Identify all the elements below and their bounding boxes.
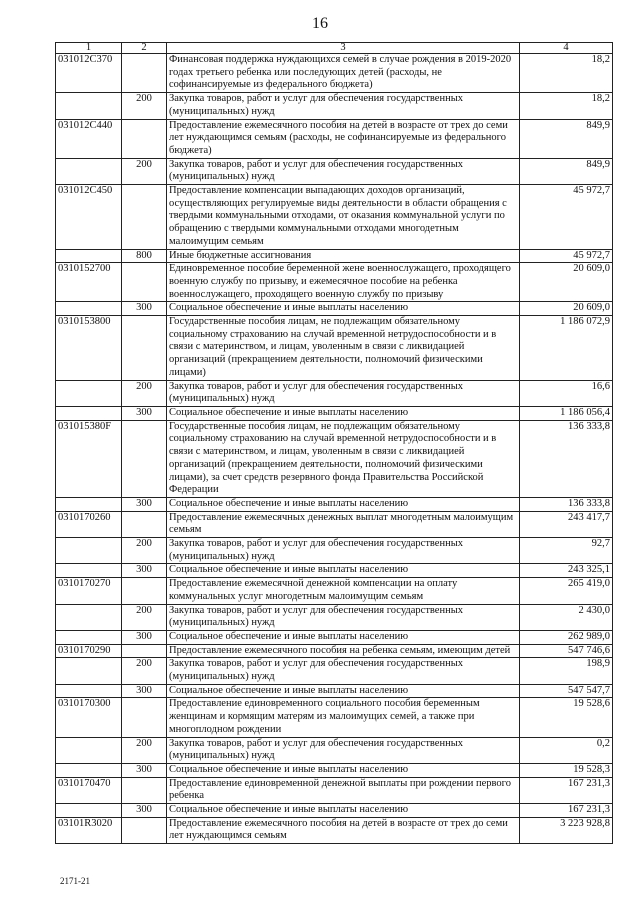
row-code (56, 302, 122, 316)
row-group: 300 (122, 684, 167, 698)
table-row (56, 578, 613, 604)
row-group: 200 (122, 538, 167, 564)
row-code: 0310152700 (56, 263, 122, 302)
row-group: 200 (122, 604, 167, 630)
row-group: 300 (122, 564, 167, 578)
row-name: Социальное обеспечение и иные выплаты населению (167, 763, 520, 777)
table-row (56, 316, 613, 381)
table-row (56, 420, 613, 497)
row-code (56, 158, 122, 184)
row-name: Социальное обеспечение и иные выплаты населению (167, 302, 520, 316)
table-row (56, 119, 613, 158)
row-name: Предоставление единовременной денежной выплаты при рождении первого ребенка (167, 777, 520, 803)
row-amount: 92,7 (520, 538, 613, 564)
row-code: 0310153800 (56, 316, 122, 381)
row-amount: 20 609,0 (520, 302, 613, 316)
header-col-2: 2 (122, 43, 167, 54)
row-amount: 19 528,6 (520, 698, 613, 737)
row-amount: 243 417,7 (520, 511, 613, 537)
row-name: Закупка товаров, работ и услуг для обеспечения государственных (муниципальных) нужд (167, 538, 520, 564)
table-body (56, 54, 613, 844)
table-row (56, 497, 613, 511)
table-row (56, 302, 613, 316)
row-code: 031015380F (56, 420, 122, 497)
row-code (56, 630, 122, 644)
table-row (56, 817, 613, 843)
row-amount: 547 746,6 (520, 644, 613, 658)
page-number: 16 (312, 15, 328, 32)
row-name: Предоставление единовременного социального пособия беременным женщинам и кормящим матерям из малоимущих семей, а также при многоплодном рождении (167, 698, 520, 737)
row-group: 300 (122, 497, 167, 511)
row-amount: 45 972,7 (520, 249, 613, 263)
header-col-3: 3 (167, 43, 520, 54)
row-name: Предоставление ежемесячного пособия на детей в возрасте от трех до семи лет нуждающимся семьям (расходы, не софинансируемые из федерального бюджета) (167, 119, 520, 158)
row-name: Государственные пособия лицам, не подлежащим обязательному социальному страхованию на случай временной нетрудоспособности и в связи с материнством, и лицам, уволенным в связи с ликвидацией организаций (прекращением деятельности, полномочий физическими лицами) (167, 316, 520, 381)
row-amount: 198,9 (520, 658, 613, 684)
table-header-row (56, 43, 613, 54)
row-code (56, 684, 122, 698)
row-name: Предоставление ежемесячного пособия на ребенка семьям, имеющим детей (167, 644, 520, 658)
table-row (56, 604, 613, 630)
row-name: Предоставление ежемесячных денежных выплат многодетным малоимущим семьям (167, 511, 520, 537)
row-group: 300 (122, 630, 167, 644)
row-name: Социальное обеспечение и иные выплаты населению (167, 406, 520, 420)
row-code (56, 804, 122, 818)
row-amount: 16,6 (520, 380, 613, 406)
row-name: Закупка товаров, работ и услуг для обеспечения государственных (муниципальных) нужд (167, 604, 520, 630)
row-code (56, 763, 122, 777)
row-name: Предоставление компенсации выпадающих доходов организаций, осуществляющих регулируемые виды деятельности в области обращения с твердыми коммунальными отходами, от оказания коммунальной услуги по обращению с твердыми коммунальными отходами многодетным малоимущим семьям (167, 185, 520, 250)
table-row (56, 777, 613, 803)
row-code (56, 497, 122, 511)
row-name: Государственные пособия лицам, не подлежащим обязательному социальному страхованию на случай временной нетрудоспособности и в связи с материнством, и лицам, уволенным в связи с ликвидацией организаций (прекращением деятельности, полномочий физическими лицами), за счет средств резервного фонда Правительства Российской Федерации (167, 420, 520, 497)
row-code: 0310170470 (56, 777, 122, 803)
table-row (56, 644, 613, 658)
row-group: 200 (122, 380, 167, 406)
table-row (56, 658, 613, 684)
row-group: 200 (122, 658, 167, 684)
row-group (122, 185, 167, 250)
row-amount: 45 972,7 (520, 185, 613, 250)
row-code: 0310170270 (56, 578, 122, 604)
row-code (56, 406, 122, 420)
table-row (56, 158, 613, 184)
row-code: 031012C450 (56, 185, 122, 250)
row-amount: 547 547,7 (520, 684, 613, 698)
row-name: Социальное обеспечение и иные выплаты населению (167, 630, 520, 644)
row-group: 300 (122, 406, 167, 420)
row-group (122, 644, 167, 658)
row-group: 800 (122, 249, 167, 263)
row-name: Социальное обеспечение и иные выплаты населению (167, 684, 520, 698)
table-row (56, 698, 613, 737)
row-amount: 0,2 (520, 737, 613, 763)
row-group: 300 (122, 804, 167, 818)
row-amount: 2 430,0 (520, 604, 613, 630)
row-group (122, 511, 167, 537)
table-row (56, 406, 613, 420)
table-row (56, 538, 613, 564)
row-name: Закупка товаров, работ и услуг для обеспечения государственных (муниципальных) нужд (167, 737, 520, 763)
row-name: Закупка товаров, работ и услуг для обеспечения государственных (муниципальных) нужд (167, 380, 520, 406)
row-group (122, 54, 167, 93)
row-group: 300 (122, 302, 167, 316)
row-group: 200 (122, 93, 167, 119)
header-col-4: 4 (520, 43, 613, 54)
row-amount: 136 333,8 (520, 497, 613, 511)
row-code: 0310170300 (56, 698, 122, 737)
table-row (56, 380, 613, 406)
row-code (56, 380, 122, 406)
budget-table (55, 42, 613, 844)
row-code (56, 93, 122, 119)
row-amount: 3 223 928,8 (520, 817, 613, 843)
row-code: 0310170290 (56, 644, 122, 658)
table-row (56, 54, 613, 93)
row-code (56, 737, 122, 763)
row-name: Финансовая поддержка нуждающихся семей в случае рождения в 2019-2020 годах третьего ребенка или последующих детей (расходы, не софинансируемые из федерального бюджета) (167, 54, 520, 93)
row-name: Единовременное пособие беременной жене военнослужащего, проходящего военную службу по призыву, и ежемесячное пособие на ребенка военнослужащего, проходящего военную службу по призыву (167, 263, 520, 302)
row-amount: 167 231,3 (520, 777, 613, 803)
table-row (56, 763, 613, 777)
row-code: 031012C440 (56, 119, 122, 158)
row-name: Социальное обеспечение и иные выплаты населению (167, 804, 520, 818)
row-group (122, 263, 167, 302)
row-amount: 262 989,0 (520, 630, 613, 644)
table-row (56, 804, 613, 818)
row-group (122, 817, 167, 843)
row-amount: 18,2 (520, 54, 613, 93)
footer-code: 2171-21 (60, 876, 90, 886)
row-name: Закупка товаров, работ и услуг для обеспечения государственных (муниципальных) нужд (167, 658, 520, 684)
row-code (56, 658, 122, 684)
row-group: 200 (122, 737, 167, 763)
row-amount: 20 609,0 (520, 263, 613, 302)
row-code (56, 249, 122, 263)
row-name: Закупка товаров, работ и услуг для обеспечения государственных (муниципальных) нужд (167, 158, 520, 184)
table-row (56, 684, 613, 698)
table-row (56, 263, 613, 302)
row-amount: 265 419,0 (520, 578, 613, 604)
row-amount: 19 528,3 (520, 763, 613, 777)
row-group: 300 (122, 763, 167, 777)
table-row (56, 185, 613, 250)
row-amount: 1 186 056,4 (520, 406, 613, 420)
row-group (122, 316, 167, 381)
row-amount: 849,9 (520, 119, 613, 158)
row-group (122, 777, 167, 803)
row-group (122, 698, 167, 737)
row-amount: 18,2 (520, 93, 613, 119)
row-name: Закупка товаров, работ и услуг для обеспечения государственных (муниципальных) нужд (167, 93, 520, 119)
row-code (56, 604, 122, 630)
table-row (56, 511, 613, 537)
table-row (56, 93, 613, 119)
row-group (122, 578, 167, 604)
header-col-1: 1 (56, 43, 122, 54)
row-amount: 136 333,8 (520, 420, 613, 497)
row-code: 031012C370 (56, 54, 122, 93)
row-amount: 1 186 072,9 (520, 316, 613, 381)
row-amount: 849,9 (520, 158, 613, 184)
table-row (56, 630, 613, 644)
row-group (122, 420, 167, 497)
row-name: Социальное обеспечение и иные выплаты населению (167, 564, 520, 578)
row-group (122, 119, 167, 158)
row-amount: 243 325,1 (520, 564, 613, 578)
row-code (56, 538, 122, 564)
row-code: 03101R3020 (56, 817, 122, 843)
row-name: Предоставление ежемесячной денежной компенсации на оплату коммунальных услуг многодетным малоимущим семьям (167, 578, 520, 604)
row-amount: 167 231,3 (520, 804, 613, 818)
table-row (56, 564, 613, 578)
row-code (56, 564, 122, 578)
row-group: 200 (122, 158, 167, 184)
table-row (56, 249, 613, 263)
table-row (56, 737, 613, 763)
row-name: Предоставление ежемесячного пособия на детей в возрасте от трех до семи лет нуждающимся семьям (167, 817, 520, 843)
row-code: 0310170260 (56, 511, 122, 537)
row-name: Иные бюджетные ассигнования (167, 249, 520, 263)
row-name: Социальное обеспечение и иные выплаты населению (167, 497, 520, 511)
